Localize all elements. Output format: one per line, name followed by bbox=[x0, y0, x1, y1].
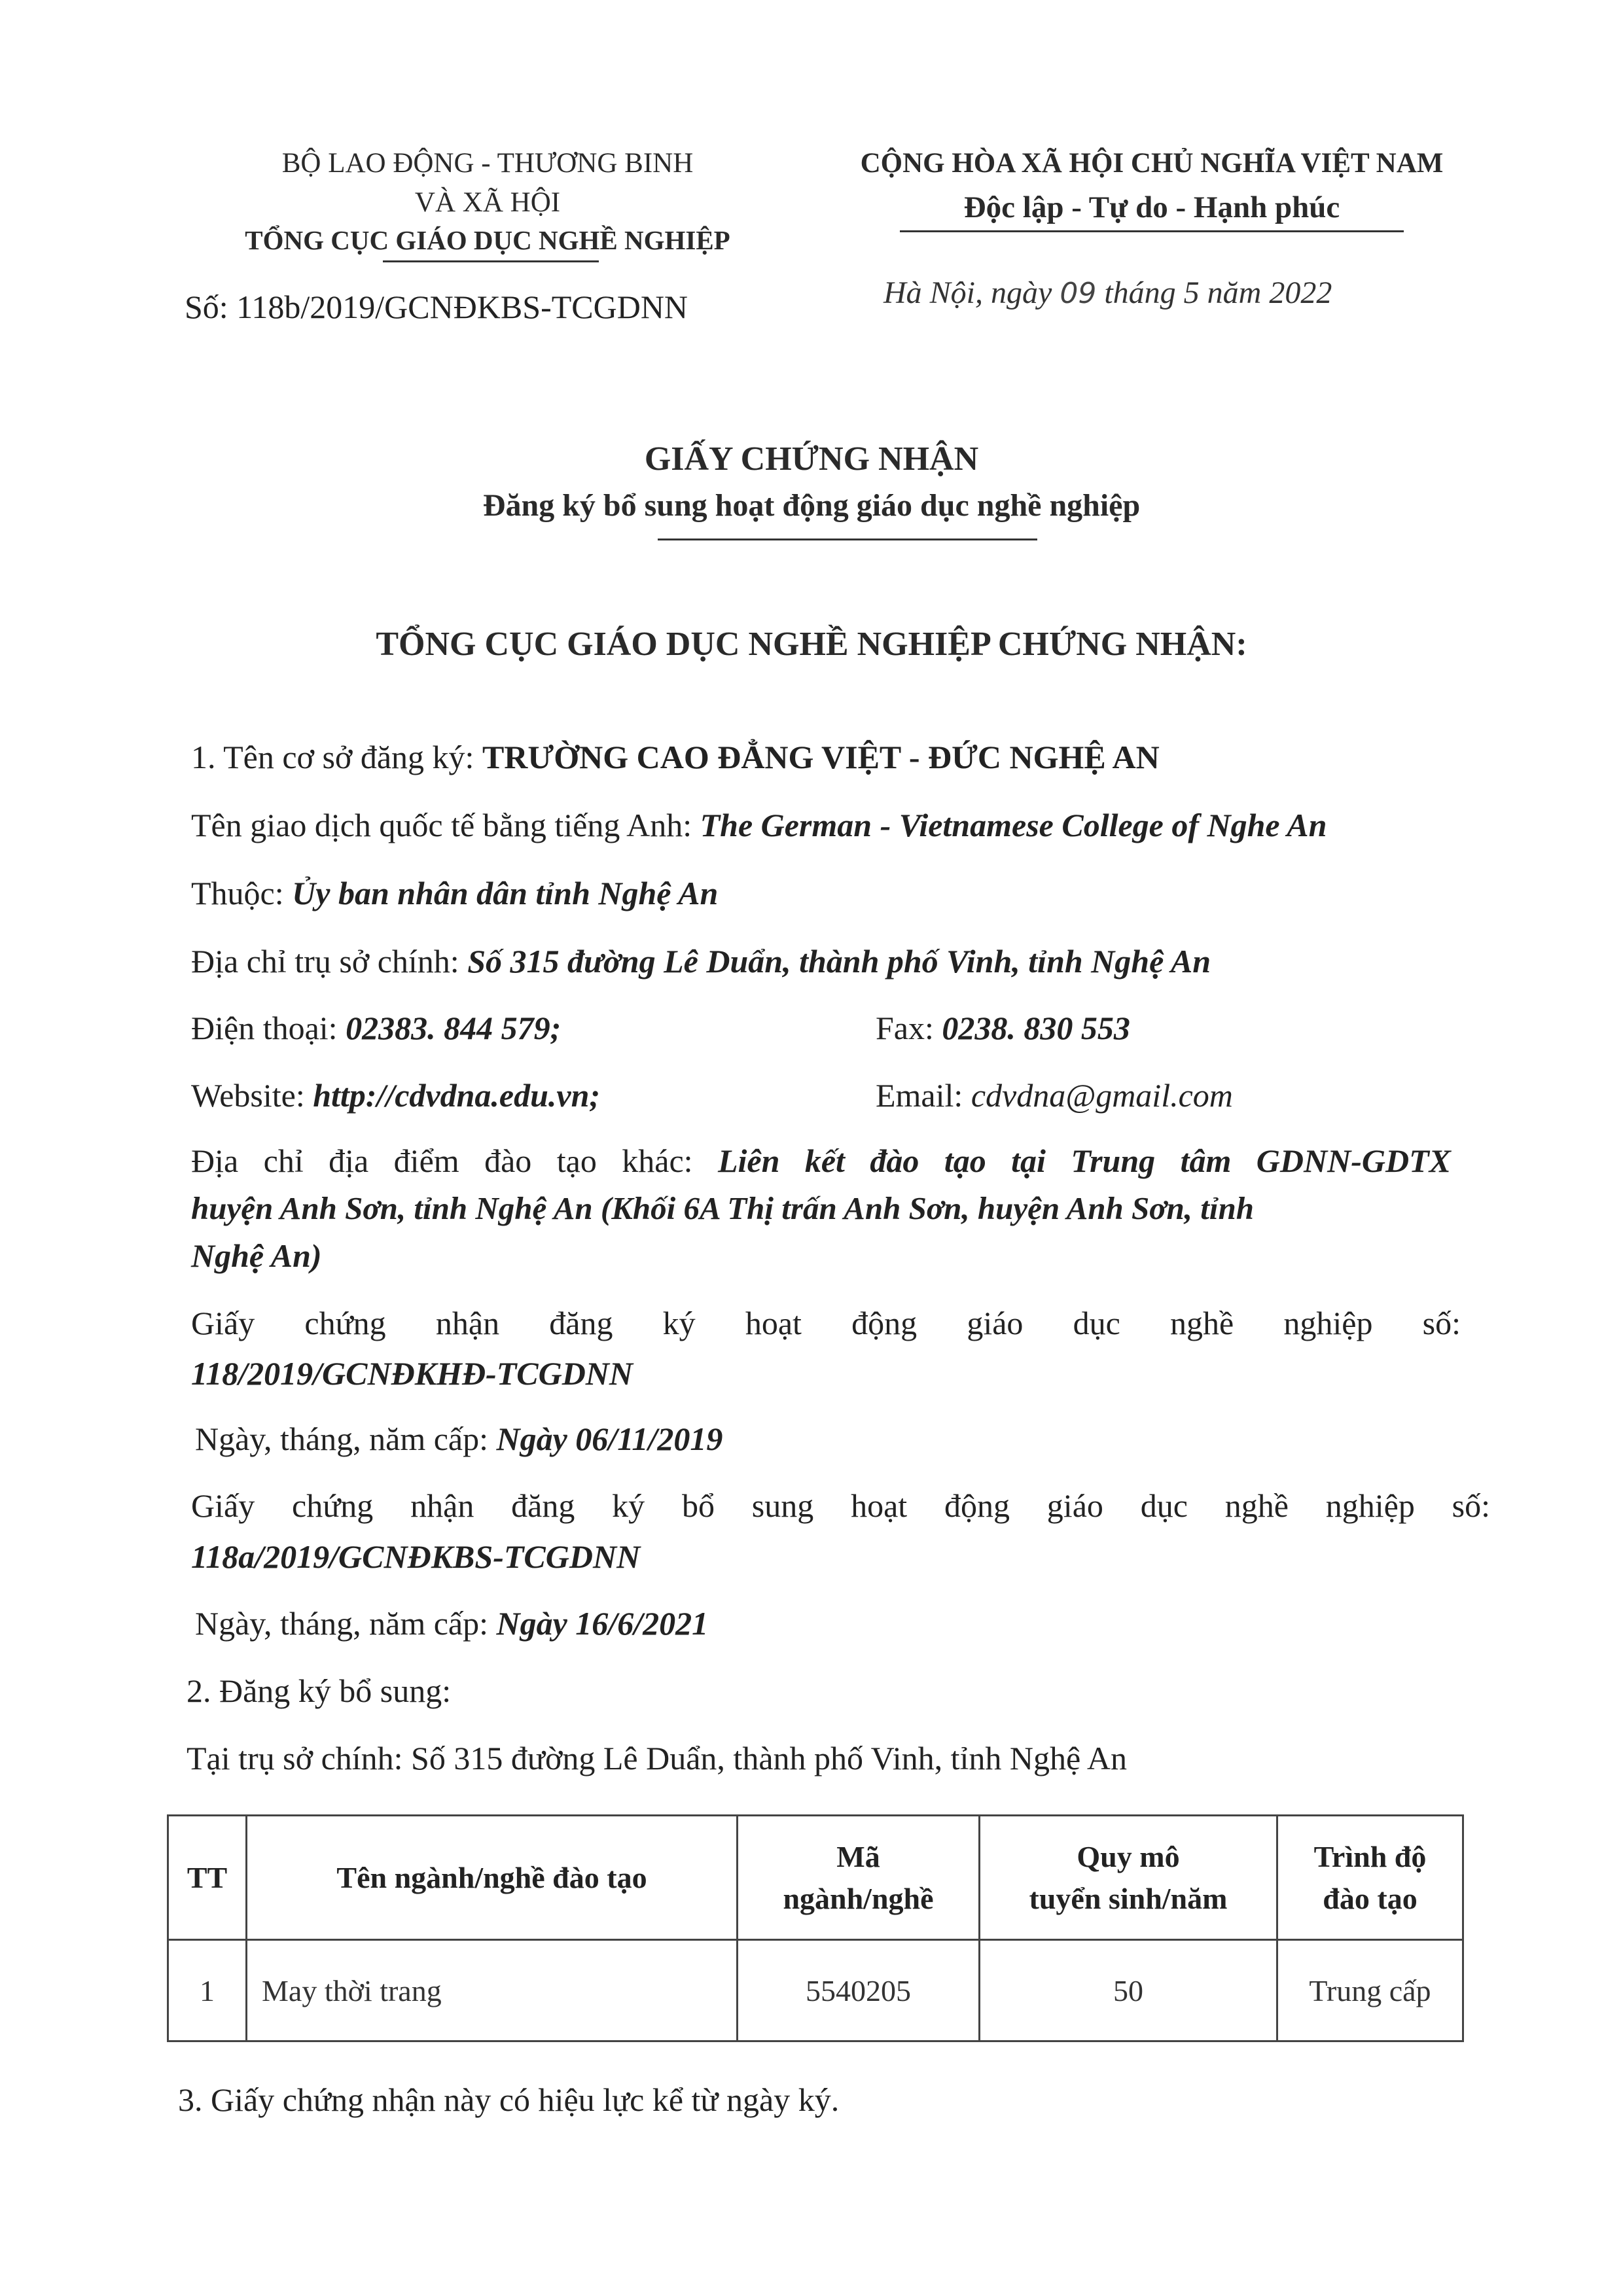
fax-label: Fax: bbox=[876, 1010, 942, 1046]
other-location-label: Địa chỉ địa điểm đào tạo khác: bbox=[191, 1142, 718, 1179]
issue-date-prefix: Hà Nội, ngày bbox=[883, 275, 1060, 310]
row-code: 5540205 bbox=[738, 1940, 980, 2041]
registration-cert-number: 118/2019/GCNĐKHĐ-TCGDNN bbox=[191, 1355, 633, 1392]
row-level: Trung cấp bbox=[1277, 1940, 1463, 2041]
belongs-to: Ủy ban nhân dân tỉnh Nghệ An bbox=[292, 875, 719, 911]
row-occupation-name: May thời trang bbox=[247, 1940, 738, 2041]
certifier-heading: TỔNG CỤC GIÁO DỤC NGHỀ NGHIỆP CHỨNG NHẬN: bbox=[376, 626, 1247, 663]
header-scale-line-1: Quy mô bbox=[1077, 1839, 1180, 1873]
phone-line bbox=[191, 1009, 561, 1047]
address-line bbox=[191, 942, 1211, 980]
agency-underline bbox=[383, 260, 599, 262]
section-2-location: Tại trụ sở chính: Số 315 đường Lê Duẩn, thành phố Vinh, tỉnh Nghệ An bbox=[187, 1740, 1128, 1776]
table-row bbox=[168, 1940, 1463, 2041]
registration-cert-date: Ngày 06/11/2019 bbox=[496, 1421, 723, 1457]
header-level-line-1: Trình độ bbox=[1313, 1839, 1427, 1873]
header-scale-line-2: tuyển sinh/năm bbox=[1029, 1881, 1228, 1915]
institution-name: TRƯỜNG CAO ĐẲNG VIỆT - ĐỨC NGHỆ AN bbox=[482, 739, 1160, 775]
header-code-line-1: Mã bbox=[836, 1839, 880, 1873]
header-code bbox=[738, 1816, 980, 1940]
email-address: cdvdna@gmail.com bbox=[971, 1077, 1233, 1114]
address: Số 315 đường Lê Duẩn, thành phố Vinh, tỉnh Nghệ An bbox=[467, 943, 1211, 980]
registration-cert-date-line bbox=[195, 1420, 722, 1458]
national-motto: Độc lập - Tự do - Hạnh phúc bbox=[963, 190, 1340, 224]
validity-statement: 3. Giấy chứng nhận này có hiệu lực kể từ ngày ký. bbox=[178, 2081, 840, 2118]
phone-number: 02383. 844 579; bbox=[346, 1010, 562, 1046]
other-location-line-3: Nghệ An) bbox=[191, 1237, 322, 1274]
header-level-line-2: đào tạo bbox=[1323, 1881, 1418, 1915]
other-location-line-1 bbox=[191, 1142, 1451, 1180]
table-header-row bbox=[168, 1816, 1463, 1940]
certificate-title: GIẤY CHỨNG NHẬN bbox=[644, 440, 979, 478]
belongs-to-label: Thuộc: bbox=[191, 875, 293, 911]
address-label: Địa chỉ trụ sở chính: bbox=[191, 943, 468, 980]
header-scale bbox=[980, 1816, 1277, 1940]
email-label: Email: bbox=[876, 1077, 971, 1114]
header-occupation-name: Tên ngành/nghề đào tạo bbox=[247, 1816, 738, 1940]
subtitle-underline bbox=[658, 539, 1037, 540]
ministry-line-1: BỘ LAO ĐỘNG - THƯƠNG BINH bbox=[281, 148, 694, 179]
website-line bbox=[191, 1076, 600, 1114]
registration-cert-label: Giấy chứng nhận đăng ký hoạt động giáo dục nghề nghiệp số: bbox=[191, 1305, 1461, 1341]
document-number: Số: 118b/2019/GCNĐKBS-TCGDNN bbox=[185, 289, 688, 325]
motto-underline bbox=[900, 230, 1404, 232]
supplementary-cert-date-label: Ngày, tháng, năm cấp: bbox=[195, 1605, 497, 1642]
supplementary-cert-label: Giấy chứng nhận đăng ký bổ sung hoạt động giáo dục nghề nghiệp số: bbox=[191, 1487, 1490, 1524]
agency-name: TỔNG CỤC GIÁO DỤC NGHỀ NGHIỆP bbox=[245, 225, 730, 255]
registration-cert-date-label: Ngày, tháng, năm cấp: bbox=[195, 1421, 497, 1457]
supplementary-cert-date: Ngày 16/6/2021 bbox=[496, 1605, 709, 1642]
other-location-value-1: Liên kết đào tạo tại Trung tâm GDNN-GDTX bbox=[717, 1142, 1451, 1179]
ministry-line-2: VÀ XÃ HỘI bbox=[414, 187, 561, 218]
supplementary-cert-number: 118a/2019/GCNĐKBS-TCGDNN bbox=[191, 1538, 641, 1575]
issue-date-day: 09 bbox=[1060, 277, 1097, 310]
header-tt: TT bbox=[168, 1816, 247, 1940]
fax-number: 0238. 830 553 bbox=[942, 1010, 1130, 1046]
phone-label: Điện thoại: bbox=[191, 1010, 346, 1046]
registration-table bbox=[167, 1814, 1464, 2042]
row-tt: 1 bbox=[168, 1940, 247, 2041]
nation-name: CỘNG HÒA XÃ HỘI CHỦ NGHĨA VIỆT NAM bbox=[860, 148, 1444, 179]
header-code-line-2: ngành/nghề bbox=[783, 1881, 934, 1915]
fax-line bbox=[876, 1009, 1130, 1047]
row-scale: 50 bbox=[980, 1940, 1277, 2041]
section-2-heading: 2. Đăng ký bổ sung: bbox=[187, 1672, 452, 1709]
institution-name-label: 1. Tên cơ sở đăng ký: bbox=[191, 739, 482, 775]
certificate-subtitle: Đăng ký bổ sung hoạt động giáo dục nghề nghiệp bbox=[482, 488, 1141, 523]
international-name-label: Tên giao dịch quốc tế bằng tiếng Anh: bbox=[191, 807, 700, 843]
website-label: Website: bbox=[191, 1077, 313, 1114]
other-location-line-2: huyện Anh Sơn, tỉnh Nghệ An (Khối 6A Thị trấn Anh Sơn, huyện Anh Sơn, tỉnh bbox=[191, 1190, 1255, 1226]
international-name-line bbox=[191, 806, 1327, 844]
header-level bbox=[1277, 1816, 1463, 1940]
email-line bbox=[876, 1076, 1233, 1114]
supplementary-cert-date-line bbox=[195, 1604, 708, 1642]
belongs-to-line bbox=[191, 874, 718, 912]
issue-date-suffix: tháng 5 năm 2022 bbox=[1096, 275, 1332, 310]
website-url: http://cdvdna.edu.vn; bbox=[313, 1077, 601, 1114]
international-name: The German - Vietnamese College of Nghe An bbox=[700, 807, 1327, 843]
institution-name-line bbox=[191, 738, 1160, 776]
issue-date bbox=[883, 275, 1332, 311]
